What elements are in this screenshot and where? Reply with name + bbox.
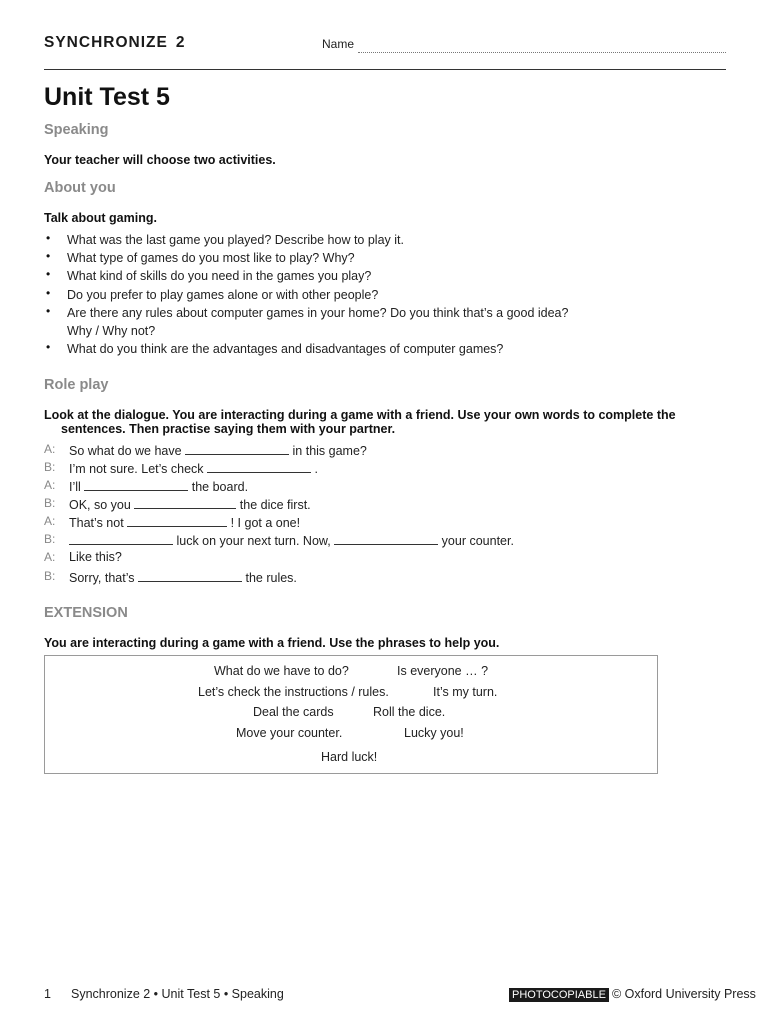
bullet-icon: •: [46, 304, 51, 318]
list-item: Are there any rules about computer games in your home? Do you think that’s a good idea?: [67, 306, 569, 320]
dialogue-text: I’m not sure. Let’s check: [69, 462, 208, 476]
bullet-icon: •: [46, 267, 51, 281]
dialogue-line: [69, 532, 514, 548]
speaker-label: A:: [44, 478, 56, 492]
dialogue-line: [69, 460, 318, 476]
dialogue-text: luck on your next turn. Now,: [173, 534, 335, 548]
role-play-instruction-line2: sentences. Then practise saying them with your partner.: [61, 422, 396, 436]
logo-text: SYNCHRONIZE: [44, 34, 168, 51]
dialogue-text: OK, so you: [69, 498, 135, 512]
phrase: What do we have to do?: [214, 664, 349, 678]
phrase: It’s my turn.: [433, 685, 498, 699]
speaker-label: B:: [44, 532, 56, 546]
bullet-icon: •: [46, 340, 51, 354]
dialogue-text: That’s not: [69, 516, 128, 530]
section-heading-role-play: Role play: [44, 377, 109, 393]
logo-number: 2: [175, 34, 186, 51]
role-play-instruction-line1: Look at the dialogue. You are interacting during a game with a friend. Use your own words to complete the: [44, 408, 676, 422]
dialogue-text: ! I got a one!: [227, 516, 301, 530]
section-heading-speaking: Speaking: [44, 122, 109, 138]
page-title: Unit Test 5: [44, 83, 170, 111]
phrase: Let’s check the instructions / rules.: [198, 685, 389, 699]
answer-blank[interactable]: [84, 478, 188, 491]
bullet-icon: •: [46, 249, 51, 263]
copyright-text: © Oxford University Press: [611, 987, 756, 1001]
dialogue-line: [69, 478, 248, 494]
phrase: Deal the cards: [253, 705, 334, 719]
dialogue-line: [69, 569, 297, 585]
extension-instruction: You are interacting during a game with a friend. Use the phrases to help you.: [44, 636, 500, 650]
speaker-label: B:: [44, 569, 56, 583]
answer-blank[interactable]: [138, 569, 242, 582]
answer-blank[interactable]: [127, 514, 227, 527]
list-item: What type of games do you most like to play? Why?: [67, 251, 355, 265]
logo: [44, 34, 185, 52]
phrase: Roll the dice.: [373, 705, 446, 719]
dialogue-text: Sorry, that’s: [69, 571, 139, 585]
answer-blank[interactable]: [134, 496, 236, 509]
speaking-instruction: Your teacher will choose two activities.: [44, 153, 276, 167]
phrase: Move your counter.: [236, 726, 343, 740]
dialogue-text: the board.: [188, 480, 249, 494]
dialogue-text: .: [311, 462, 318, 476]
list-item: Do you prefer to play games alone or with other people?: [67, 288, 379, 302]
section-heading-about-you: About you: [44, 180, 116, 196]
answer-blank[interactable]: [334, 532, 438, 545]
speaker-label: B:: [44, 460, 56, 474]
bullet-icon: •: [46, 286, 51, 300]
bullet-icon: •: [46, 231, 51, 245]
answer-blank[interactable]: [185, 442, 289, 455]
name-field-line[interactable]: [358, 52, 726, 53]
dialogue-text: your counter.: [438, 534, 514, 548]
answer-blank[interactable]: [69, 532, 173, 545]
dialogue-line: Like this?: [69, 550, 122, 564]
list-item: What do you think are the advantages and disadvantages of computer games?: [67, 342, 504, 356]
section-heading-extension: EXTENSION: [44, 605, 128, 621]
answer-blank[interactable]: [207, 460, 311, 473]
header-divider: [44, 69, 726, 70]
photocopiable-badge: PHOTOCOPIABLE: [509, 988, 609, 1002]
speaker-label: A:: [44, 442, 56, 456]
dialogue-text: So what do we have: [69, 444, 186, 458]
dialogue-text: the rules.: [242, 571, 297, 585]
speaker-label: A:: [44, 514, 56, 528]
speaker-label: A:: [44, 550, 56, 564]
list-item: What kind of skills do you need in the games you play?: [67, 269, 372, 283]
dialogue-line: [69, 442, 367, 458]
dialogue-text: the dice first.: [236, 498, 311, 512]
footer-left: [44, 987, 284, 1001]
dialogue-line: [69, 496, 311, 512]
name-label: Name: [322, 37, 355, 51]
list-item: What was the last game you played? Describe how to play it.: [67, 233, 404, 247]
page-number: 1: [44, 987, 51, 1001]
phrase: Is everyone … ?: [397, 664, 489, 678]
phrase: Lucky you!: [404, 726, 464, 740]
footer-right: [509, 987, 756, 1001]
about-you-prompt: Talk about gaming.: [44, 211, 157, 225]
dialogue-text: in this game?: [289, 444, 367, 458]
dialogue-line: [69, 514, 300, 530]
list-item-continuation: Why / Why not?: [67, 324, 156, 338]
speaker-label: B:: [44, 496, 56, 510]
footer-breadcrumb: Synchronize 2 • Unit Test 5 • Speaking: [71, 987, 284, 1001]
phrase: Hard luck!: [321, 750, 378, 764]
dialogue-text: I’ll: [69, 480, 85, 494]
